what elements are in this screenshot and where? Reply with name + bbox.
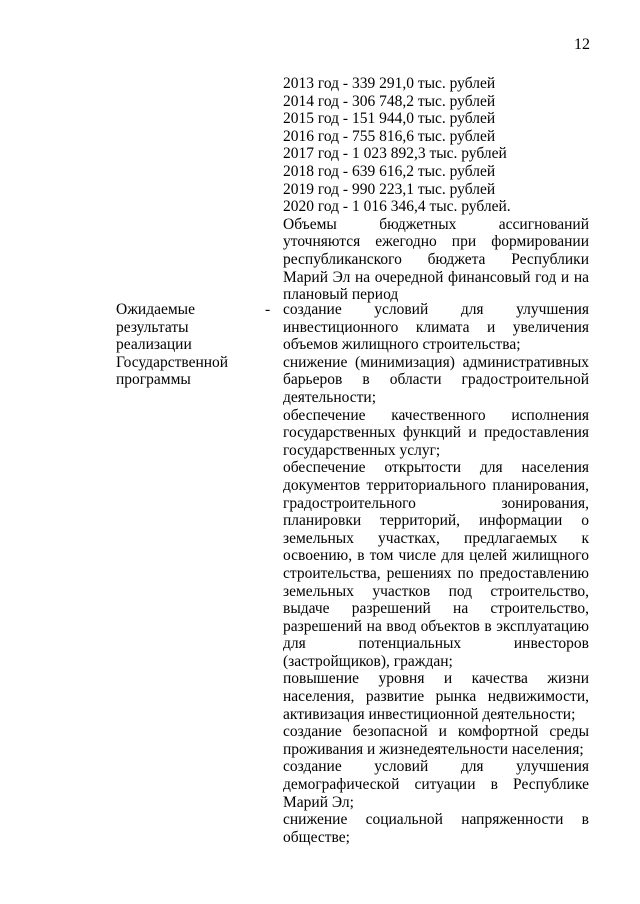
expected-results-list: [283, 301, 589, 846]
budget-year-line: 2015 год - 151 944,0 тыс. рублей: [283, 110, 496, 128]
result-item: обеспечение открытости для населения документов территориального планирования, градостроительного зонирования, планировки территорий, информации о земельных участках, предлагаемых к освоению, в том числе для целей жилищного строительства, решениях по предоставлению земельных участков под строительство, выдаче разрешений на строительство, разрешений на ввод объектов в эксплуатацию для потенциальных инвесторов (застройщиков), граждан;: [283, 459, 589, 670]
budget-year-line: 2016 год - 755 816,6 тыс. рублей: [283, 127, 496, 145]
budget-year-line: 2020 год - 1 016 346,4 тыс. рублей.: [283, 198, 511, 216]
result-item: создание условий для улучшения демографической ситуации в Республике Марий Эл;: [283, 758, 589, 811]
label-line: реализации: [116, 336, 192, 354]
result-item: повышение уровня и качества жизни населения, развитие рынка недвижимости, активизация инвестиционной деятельности;: [283, 670, 589, 723]
label-line: программы: [116, 371, 191, 389]
label-line: результаты: [116, 318, 189, 336]
result-item: создание условий для улучшения инвестиционного климата и увеличения объемов жилищного строительства;: [283, 301, 589, 354]
budget-year-line: 2013 год - 339 291,0 тыс. рублей: [283, 75, 496, 92]
budget-year-line: 2014 год - 306 748,2 тыс. рублей: [283, 92, 496, 110]
expected-results-label: [116, 301, 266, 389]
result-item: обеспечение качественного исполнения государственных функций и предоставления государственных услуг;: [283, 406, 589, 459]
budget-year-line: 2017 год - 1 023 892,3 тыс. рублей: [283, 145, 507, 163]
label-line: Ожидаемые: [116, 301, 195, 318]
page-number: 12: [574, 36, 590, 53]
label-line: Государственной: [116, 353, 229, 371]
result-item: снижение (минимизация) административных барьеров в области градостроительной деятельности;: [283, 353, 589, 406]
result-item: создание безопасной и комфортной среды проживания и жизнедеятельности населения;: [283, 723, 589, 758]
budget-allocations: [283, 75, 589, 304]
budget-note: Объемы бюджетных ассигнований уточняются ежегодно при формировании республиканского бюджета Республики Марий Эл на очередной финансовый год и на плановый период: [283, 215, 589, 304]
budget-year-line: 2018 год - 639 616,2 тыс. рублей: [283, 162, 496, 180]
budget-year-line: 2019 год - 990 223,1 тыс. рублей: [283, 180, 496, 198]
separator-dash: -: [265, 301, 271, 318]
result-item: снижение социальной напряженности в обществе;: [283, 811, 589, 846]
